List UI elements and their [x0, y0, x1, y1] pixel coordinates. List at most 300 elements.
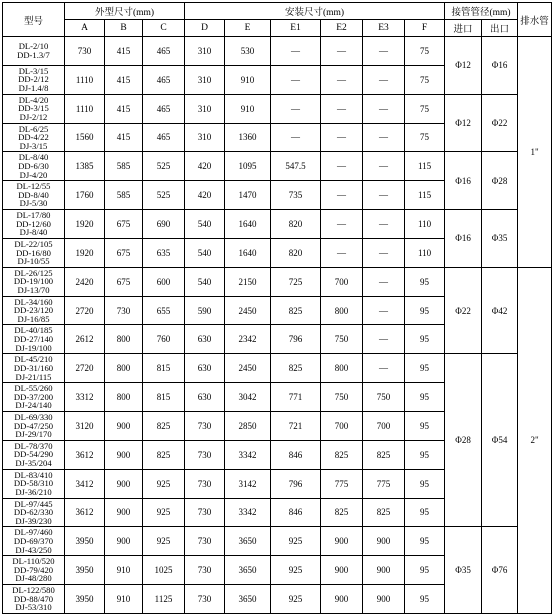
cell-e3: —	[363, 181, 405, 210]
cell-a: 1920	[65, 238, 105, 267]
model-name: DJ-8/40	[19, 227, 48, 238]
header-drain: 排水管	[518, 3, 552, 37]
cell-a: 730	[65, 37, 105, 66]
cell-e3: —	[363, 238, 405, 267]
outlet-cell: Φ35	[482, 210, 518, 268]
cell-e2: 800	[321, 296, 363, 325]
cell-e1: 771	[271, 383, 321, 412]
cell-d: 730	[185, 527, 225, 556]
model-name: DD-12/60	[16, 218, 51, 229]
model-name: DL-12/55	[16, 181, 51, 192]
cell-e2: 900	[321, 556, 363, 585]
model-name: DL-97/460	[14, 527, 53, 538]
model-name: DL-78/370	[14, 440, 53, 451]
model-cell	[3, 585, 65, 614]
cell-b: 415	[105, 65, 143, 94]
cell-e: 3650	[225, 527, 271, 556]
model-cell	[3, 440, 65, 469]
cell-a: 3950	[65, 585, 105, 614]
cell-e3: 825	[363, 440, 405, 469]
table-row	[3, 94, 552, 123]
cell-e2: —	[321, 238, 363, 267]
cell-e3: 750	[363, 383, 405, 412]
table-row	[3, 37, 552, 66]
model-name: DD-27/140	[13, 334, 54, 345]
inlet-cell: Φ22	[445, 267, 482, 354]
cell-c: 525	[143, 152, 185, 181]
cell-f: 95	[405, 383, 445, 412]
cell-e2: 825	[321, 440, 363, 469]
table-row	[3, 210, 552, 239]
cell-c: 815	[143, 383, 185, 412]
model-name: DJ-24/140	[15, 400, 52, 411]
model-name: DJ-5/30	[19, 198, 48, 209]
cell-e2: —	[321, 94, 363, 123]
model-name: DL-122/580	[12, 585, 55, 596]
model-name: DD-19/100	[13, 276, 54, 287]
model-name: DJ-36/210	[15, 486, 52, 497]
model-name: DL-34/160	[14, 296, 53, 307]
cell-c: 1025	[143, 556, 185, 585]
cell-a: 3312	[65, 383, 105, 412]
header-col-e: E	[225, 20, 271, 37]
model-name: DD-62/330	[13, 507, 54, 518]
model-name: DD-2/12	[18, 74, 49, 85]
cell-d: 630	[185, 354, 225, 383]
cell-a: 1110	[65, 94, 105, 123]
model-cell	[3, 152, 65, 181]
model-name: DD-54/290	[13, 449, 54, 460]
cell-e3: —	[363, 94, 405, 123]
model-name: DD-6/30	[18, 161, 49, 171]
cell-c: 525	[143, 181, 185, 210]
table-row	[3, 354, 552, 383]
cell-c: 815	[143, 354, 185, 383]
model-name: DJ-13/70	[17, 284, 50, 295]
model-cell	[3, 123, 65, 152]
cell-b: 585	[105, 152, 143, 181]
cell-a: 1110	[65, 65, 105, 94]
cell-e3: —	[363, 123, 405, 152]
model-cell	[3, 65, 65, 94]
cell-e1: —	[271, 94, 321, 123]
cell-f: 95	[405, 296, 445, 325]
cell-c: 600	[143, 267, 185, 296]
model-name: DJ-43/250	[15, 544, 52, 555]
cell-e2: 775	[321, 469, 363, 498]
model-cell	[3, 37, 65, 66]
cell-f: 75	[405, 65, 445, 94]
model-name: DL-22/105	[14, 238, 53, 249]
model-name: DL-2/10	[18, 41, 49, 52]
cell-e1: 925	[271, 527, 321, 556]
cell-c: 465	[143, 123, 185, 152]
model-name: DJ-39/230	[15, 515, 52, 526]
cell-b: 800	[105, 354, 143, 383]
cell-e: 910	[225, 65, 271, 94]
inlet-cell: Φ12	[445, 94, 482, 152]
model-name: DD-37/200	[13, 391, 54, 402]
cell-b: 415	[105, 123, 143, 152]
model-name: DJ-21/115	[15, 371, 52, 382]
model-cell	[3, 181, 65, 210]
cell-b: 900	[105, 440, 143, 469]
cell-e2: —	[321, 65, 363, 94]
model-name: DD-79/420	[13, 564, 54, 575]
cell-c: 925	[143, 527, 185, 556]
cell-d: 590	[185, 296, 225, 325]
cell-e3: —	[363, 65, 405, 94]
cell-e3: 900	[363, 527, 405, 556]
cell-f: 95	[405, 267, 445, 296]
cell-e: 2150	[225, 267, 271, 296]
cell-e: 2450	[225, 354, 271, 383]
cell-b: 900	[105, 498, 143, 527]
inlet-cell: Φ28	[445, 354, 482, 527]
cell-e3: —	[363, 210, 405, 239]
cell-e1: 825	[271, 296, 321, 325]
cell-e: 1360	[225, 123, 271, 152]
cell-d: 420	[185, 181, 225, 210]
model-name: DJ-29/170	[15, 429, 52, 440]
cell-e: 1640	[225, 238, 271, 267]
table-row	[3, 267, 552, 296]
model-name: DL-97/445	[14, 498, 53, 509]
cell-e3: 775	[363, 469, 405, 498]
model-name: DD-16/80	[16, 247, 51, 258]
model-cell	[3, 469, 65, 498]
cell-c: 655	[143, 296, 185, 325]
cell-e1: 825	[271, 354, 321, 383]
cell-e1: —	[271, 65, 321, 94]
cell-f: 95	[405, 498, 445, 527]
outlet-cell: Φ42	[482, 267, 518, 354]
cell-f: 115	[405, 181, 445, 210]
model-cell	[3, 325, 65, 354]
cell-e: 1470	[225, 181, 271, 210]
cell-e: 2342	[225, 325, 271, 354]
cell-f: 95	[405, 325, 445, 354]
cell-c: 825	[143, 411, 185, 440]
cell-b: 585	[105, 181, 143, 210]
cell-f: 95	[405, 354, 445, 383]
cell-e3: 900	[363, 585, 405, 614]
inlet-cell: Φ12	[445, 37, 482, 95]
model-name: DL-69/330	[14, 412, 53, 422]
cell-e1: 820	[271, 210, 321, 239]
cell-b: 675	[105, 267, 143, 296]
cell-c: 925	[143, 498, 185, 527]
outlet-cell: Φ16	[482, 37, 518, 95]
cell-c: 825	[143, 440, 185, 469]
model-name: DL-55/260	[14, 383, 53, 394]
model-cell	[3, 210, 65, 239]
model-cell	[3, 383, 65, 412]
header-inlet: 进口	[445, 20, 482, 37]
cell-d: 730	[185, 498, 225, 527]
cell-e1: 796	[271, 469, 321, 498]
header-pipe: 接管管径(mm)	[445, 3, 518, 20]
cell-f: 110	[405, 238, 445, 267]
model-name: DJ-4/20	[19, 169, 48, 180]
cell-d: 730	[185, 585, 225, 614]
cell-b: 900	[105, 527, 143, 556]
cell-e: 3342	[225, 440, 271, 469]
cell-e2: 800	[321, 354, 363, 383]
cell-d: 540	[185, 210, 225, 239]
cell-e1: 820	[271, 238, 321, 267]
model-name: DJ-16/85	[17, 313, 50, 324]
cell-b: 415	[105, 94, 143, 123]
cell-e2: 750	[321, 383, 363, 412]
cell-a: 3120	[65, 411, 105, 440]
cell-e: 3650	[225, 585, 271, 614]
cell-f: 75	[405, 123, 445, 152]
cell-d: 730	[185, 556, 225, 585]
model-cell	[3, 94, 65, 123]
model-name: DD-69/370	[13, 535, 54, 546]
cell-f: 95	[405, 411, 445, 440]
cell-e3: —	[363, 267, 405, 296]
cell-e1: 846	[271, 440, 321, 469]
header-col-e3: E3	[363, 20, 405, 37]
model-name: DD-3/15	[18, 103, 49, 114]
cell-e: 3650	[225, 556, 271, 585]
cell-d: 310	[185, 65, 225, 94]
cell-e2: —	[321, 152, 363, 181]
cell-d: 540	[185, 267, 225, 296]
model-cell	[3, 556, 65, 585]
cell-e1: 925	[271, 556, 321, 585]
cell-a: 3950	[65, 556, 105, 585]
cell-e: 3142	[225, 469, 271, 498]
model-name: DL-45/210	[14, 354, 53, 365]
model-name: DL-17/80	[16, 210, 51, 221]
cell-e1: —	[271, 37, 321, 66]
model-name: DD-23/120	[13, 305, 54, 316]
cell-a: 3612	[65, 498, 105, 527]
cell-e2: 900	[321, 585, 363, 614]
drain-cell: 2"	[518, 267, 552, 613]
inlet-cell: Φ16	[445, 152, 482, 210]
cell-d: 630	[185, 325, 225, 354]
model-name: DJ-1.4/8	[18, 83, 49, 94]
model-name: DD-8/40	[18, 189, 49, 200]
cell-e: 3042	[225, 383, 271, 412]
cell-e1: 721	[271, 411, 321, 440]
model-cell	[3, 267, 65, 296]
model-name: DL-110/520	[12, 556, 55, 567]
cell-e2: —	[321, 210, 363, 239]
model-name: DJ-19/100	[15, 342, 52, 353]
cell-e3: 825	[363, 498, 405, 527]
cell-d: 310	[185, 94, 225, 123]
cell-e: 1095	[225, 152, 271, 181]
model-cell	[3, 498, 65, 527]
cell-e2: 825	[321, 498, 363, 527]
cell-f: 75	[405, 37, 445, 66]
cell-e2: —	[321, 123, 363, 152]
model-name: DL-83/410	[14, 469, 53, 480]
header-install: 安装尺寸(mm)	[185, 3, 445, 20]
cell-e: 530	[225, 37, 271, 66]
cell-e: 1640	[225, 210, 271, 239]
model-name: DL-4/20	[18, 94, 49, 105]
cell-e2: 700	[321, 411, 363, 440]
cell-e2: 750	[321, 325, 363, 354]
cell-e: 2850	[225, 411, 271, 440]
outlet-cell: Φ76	[482, 527, 518, 614]
cell-a: 1385	[65, 152, 105, 181]
model-cell	[3, 411, 65, 440]
cell-e1: —	[271, 123, 321, 152]
cell-e: 910	[225, 94, 271, 123]
cell-c: 635	[143, 238, 185, 267]
cell-c: 690	[143, 210, 185, 239]
cell-f: 95	[405, 469, 445, 498]
header-col-e1: E1	[271, 20, 321, 37]
cell-c: 465	[143, 94, 185, 123]
cell-c: 1125	[143, 585, 185, 614]
outlet-cell: Φ28	[482, 152, 518, 210]
model-name: DD-31/160	[13, 362, 54, 373]
model-name: DJ-2/12	[19, 111, 48, 122]
outlet-cell: Φ22	[482, 94, 518, 152]
cell-e: 3342	[225, 498, 271, 527]
cell-e1: 547.5	[271, 152, 321, 181]
cell-a: 1560	[65, 123, 105, 152]
cell-f: 110	[405, 210, 445, 239]
cell-b: 730	[105, 296, 143, 325]
cell-a: 2420	[65, 267, 105, 296]
cell-b: 675	[105, 238, 143, 267]
header-col-a: A	[65, 20, 105, 37]
cell-d: 630	[185, 383, 225, 412]
header-col-e2: E2	[321, 20, 363, 37]
cell-f: 115	[405, 152, 445, 181]
model-name: DL-8/40	[18, 152, 49, 163]
cell-c: 465	[143, 37, 185, 66]
cell-e2: 700	[321, 267, 363, 296]
cell-e1: 725	[271, 267, 321, 296]
cell-e3: —	[363, 325, 405, 354]
cell-e: 2450	[225, 296, 271, 325]
cell-d: 540	[185, 238, 225, 267]
cell-e3: —	[363, 37, 405, 66]
cell-e2: —	[321, 181, 363, 210]
cell-b: 800	[105, 325, 143, 354]
model-name: DD-1.3/7	[17, 49, 50, 60]
cell-d: 730	[185, 469, 225, 498]
cell-d: 310	[185, 123, 225, 152]
outlet-cell: Φ54	[482, 354, 518, 527]
model-cell	[3, 296, 65, 325]
model-name: DD-47/250	[13, 420, 54, 431]
cell-e1: 846	[271, 498, 321, 527]
cell-f: 75	[405, 94, 445, 123]
cell-a: 2720	[65, 354, 105, 383]
header-outlet: 出口	[482, 20, 518, 37]
cell-e1: 925	[271, 585, 321, 614]
cell-e1: 796	[271, 325, 321, 354]
cell-b: 800	[105, 383, 143, 412]
header-col-c: C	[143, 20, 185, 37]
cell-b: 415	[105, 37, 143, 66]
model-name: DJ-35/204	[15, 458, 52, 469]
model-name: DL-6/25	[18, 123, 49, 134]
cell-d: 310	[185, 37, 225, 66]
model-name: DJ-10/55	[17, 256, 50, 267]
cell-a: 3612	[65, 440, 105, 469]
cell-e2: 900	[321, 527, 363, 556]
cell-c: 925	[143, 469, 185, 498]
cell-a: 1920	[65, 210, 105, 239]
header-col-d: D	[185, 20, 225, 37]
model-name: DJ-48/280	[15, 573, 52, 584]
model-cell	[3, 527, 65, 556]
model-name: DL-3/15	[18, 65, 49, 76]
cell-a: 2720	[65, 296, 105, 325]
cell-b: 900	[105, 469, 143, 498]
cell-e2: —	[321, 37, 363, 66]
model-name: DD-58/310	[13, 478, 54, 489]
cell-a: 3412	[65, 469, 105, 498]
model-name: DD-88/470	[13, 593, 54, 604]
inlet-cell: Φ35	[445, 527, 482, 614]
cell-e3: —	[363, 354, 405, 383]
cell-b: 910	[105, 556, 143, 585]
cell-d: 730	[185, 411, 225, 440]
table-row	[3, 527, 552, 556]
header-col-b: B	[105, 20, 143, 37]
cell-f: 95	[405, 527, 445, 556]
cell-e3: 900	[363, 556, 405, 585]
cell-a: 2612	[65, 325, 105, 354]
cell-a: 1760	[65, 181, 105, 210]
cell-f: 95	[405, 440, 445, 469]
cell-b: 910	[105, 585, 143, 614]
model-name: DD-4/22	[18, 132, 49, 143]
table-body	[3, 37, 552, 614]
cell-d: 730	[185, 440, 225, 469]
model-name: DL-26/125	[14, 267, 53, 278]
header-col-f: F	[405, 20, 445, 37]
inlet-cell: Φ16	[445, 210, 482, 268]
cell-f: 95	[405, 556, 445, 585]
table-row	[3, 152, 552, 181]
cell-f: 95	[405, 585, 445, 614]
cell-a: 3950	[65, 527, 105, 556]
header-outer: 外型尺寸(mm)	[65, 3, 185, 20]
cell-e3: —	[363, 152, 405, 181]
cell-e1: 735	[271, 181, 321, 210]
cell-e3: 700	[363, 411, 405, 440]
model-name: DL-40/185	[14, 325, 53, 336]
cell-c: 760	[143, 325, 185, 354]
cell-d: 420	[185, 152, 225, 181]
cell-c: 465	[143, 65, 185, 94]
model-cell	[3, 238, 65, 267]
cell-b: 900	[105, 411, 143, 440]
header-model: 型号	[3, 3, 65, 37]
model-name: DJ-3/15	[19, 140, 48, 151]
model-cell	[3, 354, 65, 383]
cell-e3: —	[363, 296, 405, 325]
drain-cell: 1"	[518, 37, 552, 268]
model-name: DJ-53/310	[15, 602, 52, 613]
spec-table	[2, 2, 552, 614]
cell-b: 675	[105, 210, 143, 239]
